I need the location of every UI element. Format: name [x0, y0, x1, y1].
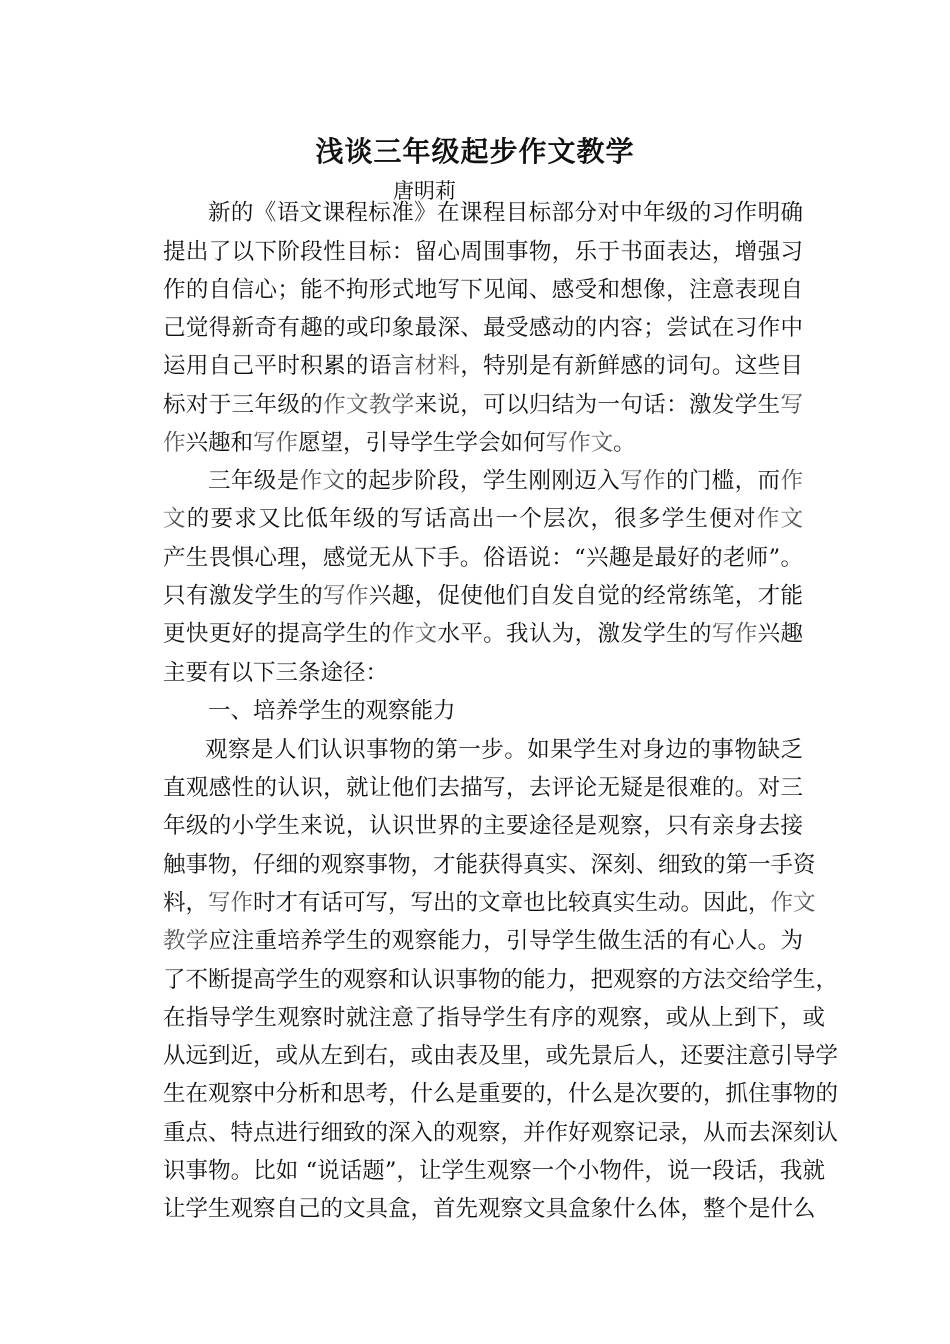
- text-run: 了不断提高学生的观察和认识事物的能力，把观察的方法交给学生，: [163, 967, 839, 993]
- keyword-text: 作: [780, 468, 803, 494]
- body-text-line: [163, 1152, 825, 1190]
- body-text-line: [163, 1190, 816, 1228]
- body-text-line: [163, 769, 803, 807]
- keyword-text: 写作: [711, 621, 758, 647]
- text-run: 己觉得新奇有趣的或印象最深、最受感动的内容；尝试在习作中: [163, 315, 803, 341]
- text-run: 一、培养学生的观察能力: [208, 698, 456, 724]
- body-text-line: [163, 271, 803, 309]
- text-run: 重点、特点进行细致的深入的观察，并作好观察记录，从而去深刻认: [163, 1120, 839, 1146]
- text-run: 水平。我认为，激发学生的: [437, 621, 712, 647]
- body-text-line: [163, 347, 803, 385]
- text-run: 生在观察中分析和思考，什么是重要的，什么是次要的，抓住事物的: [163, 1081, 839, 1107]
- text-run: 观察是人们认识事物的第一步。如果学生对身边的事物缺乏: [205, 737, 803, 763]
- keyword-text: 作文: [391, 621, 438, 647]
- text-run: 的要求又比低年级的写话高出一个层次，很多学生便对: [186, 506, 757, 532]
- text-run: 只有激发学生的: [163, 583, 324, 609]
- keyword-text: 写作: [323, 583, 369, 609]
- body-text-line: [163, 922, 803, 960]
- body-text-line: [163, 424, 636, 462]
- body-text-line: [163, 615, 803, 653]
- keyword-text: 写作文: [545, 430, 614, 456]
- text-run: ，特别是有新鲜感的词句。这些目: [460, 353, 803, 379]
- text-run: 应注重培养学生的观察能力，引导学生做生活的有心人。为: [208, 928, 803, 954]
- document-title: 浅谈三年级起步作文教学: [315, 135, 635, 168]
- text-run: 运用自己平时积累的语言: [163, 353, 415, 379]
- body-text-line: [163, 654, 388, 692]
- text-run: 产生畏惧心理，感觉无从下手。俗语说：“兴趣是最好的老师”。: [163, 545, 803, 571]
- body-text-line: [163, 1037, 839, 1075]
- body-text-line: [163, 846, 816, 884]
- text-run: 触事物，仔细的观察事物，才能获得真实、深刻、细致的第一手资: [163, 852, 816, 878]
- text-run: 。: [613, 430, 636, 456]
- keyword-text: 材料: [414, 353, 461, 379]
- body-text-line: [163, 577, 803, 615]
- text-run: 时才有话可写，写出的文章也比较真实生动。因此，: [253, 890, 771, 916]
- keyword-text: 写作: [253, 430, 299, 456]
- text-run: 兴趣，促使他们自发自觉的经常练笔，才能: [368, 583, 803, 609]
- body-text-line: [208, 194, 803, 232]
- text-run: 主要有以下三条途径：: [163, 660, 389, 686]
- document-author: 唐明莉: [393, 179, 456, 203]
- text-run: 三年级是: [208, 468, 300, 494]
- keyword-text: 作文: [770, 890, 816, 916]
- text-run: 的起步阶段，学生刚刚迈入: [345, 468, 621, 494]
- body-text-line: [163, 500, 803, 538]
- body-text-line: [163, 1075, 839, 1113]
- keyword-text: 作文: [756, 506, 803, 532]
- body-text-line: [163, 807, 803, 845]
- text-run: 让学生观察自己的文具盒，首先观察文具盒象什么体，整个是什么: [163, 1196, 816, 1222]
- text-run: 年级的小学生来说，认识世界的主要途径是观察，只有亲身去接: [163, 813, 803, 839]
- text-run: 愿望，引导学生学会如何: [298, 430, 546, 456]
- text-run: 兴趣: [757, 621, 803, 647]
- body-text-line: [163, 309, 803, 347]
- keyword-text: 写作: [208, 890, 254, 916]
- text-run: 的门槛，而: [665, 468, 781, 494]
- text-run: 在指导学生观察时就注意了指导学生有序的观察，或从上到下，或: [163, 1005, 825, 1031]
- body-text-line: [163, 386, 803, 424]
- keyword-text: 写: [780, 392, 803, 418]
- text-run: 提出了以下阶段性目标：留心周围事物，乐于书面表达，增强习: [163, 239, 803, 265]
- body-text-line: [163, 961, 839, 999]
- text-run: 作的自信心；能不拘形式地写下见闻、感受和想像，注意表现自: [163, 277, 803, 303]
- body-text-line: [205, 731, 803, 769]
- body-text-line: [163, 233, 803, 271]
- text-run: 更快更好的提高学生的: [163, 621, 392, 647]
- keyword-text: 作: [163, 430, 186, 456]
- keyword-text: 作文: [299, 468, 346, 494]
- keyword-text: 作文教学: [323, 392, 415, 418]
- text-run: 标对于三年级的: [163, 392, 324, 418]
- body-text-line: [163, 999, 825, 1037]
- text-run: 来说，可以归结为一句话：激发学生: [414, 392, 781, 418]
- keyword-text: 教学: [163, 928, 209, 954]
- section-heading: [208, 692, 456, 730]
- text-run: 识事物。比如 “说话题”，让学生观察一个小物件，说一段话，我就: [163, 1158, 825, 1184]
- text-run: 新的《语文课程标准》在课程目标部分对中年级的习作明确: [208, 200, 803, 226]
- text-run: 料，: [163, 890, 209, 916]
- body-text-line: [163, 539, 803, 577]
- text-run: 兴趣和: [185, 430, 254, 456]
- text-run: 从远到近，或从左到右，或由表及里，或先景后人，还要注意引导学: [163, 1043, 839, 1069]
- text-run: 直观感性的认识，就让他们去描写，去评论无疑是很难的。对三: [163, 775, 803, 801]
- body-text-line: [163, 884, 816, 922]
- keyword-text: 文: [163, 506, 187, 532]
- keyword-text: 写作: [620, 468, 666, 494]
- body-text-line: [208, 462, 803, 500]
- body-text-line: [163, 1114, 839, 1152]
